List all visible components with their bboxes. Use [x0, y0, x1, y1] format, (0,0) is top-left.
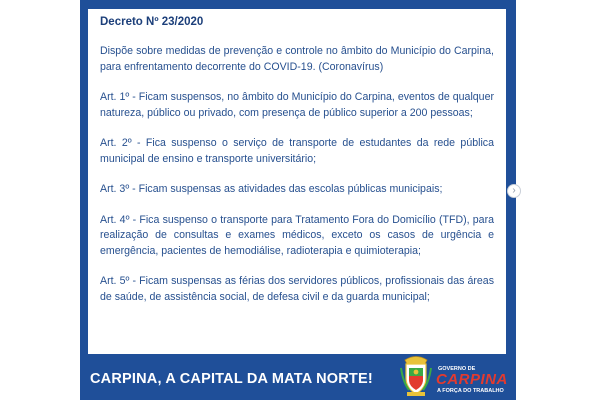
article-1: Art. 1º - Ficam suspensos, no âmbito do Município do Carpina, eventos de qualquer natureza, público ou privado, com presença de público superior a 200 pessoas;: [100, 91, 494, 119]
logo-main-text: CARPINA: [436, 371, 508, 388]
city-coat-of-arms-icon: [400, 354, 432, 398]
logo-small-text: GOVERNO DE: [438, 366, 476, 372]
government-logo: [400, 354, 512, 400]
decree-title: Decreto Nº 23/2020: [100, 16, 204, 28]
article-2: Art. 2º - Fica suspenso o serviço de transporte de estudantes da rede pública municipal de ensino e transporte universitário;: [100, 137, 494, 165]
article-5: Art. 5º - Ficam suspensas as férias dos servidores públicos, profissionais das áreas de saúde, de assistência social, de defesa civil e da guarda municipal;: [100, 275, 494, 303]
footer-slogan: CARPINA, A CAPITAL DA MATA NORTE!: [90, 371, 373, 387]
article-3: Art. 3º - Ficam suspensas as atividades das escolas públicas municipais;: [100, 183, 443, 195]
decree-preamble: Dispõe sobre medidas de prevenção e controle no âmbito do Município do Carpina, para enfrentamento decorrente do COVID-19. (Coronavírus): [100, 45, 494, 73]
chevron-right-icon[interactable]: ›: [507, 184, 521, 198]
logo-tagline: A FORÇA DO TRABALHO: [437, 388, 504, 394]
article-4: Art. 4º - Fica suspenso o transporte para Tratamento Fora do Domicílio (TFD), para realização de consultas e exames médicos, exceto os casos de urgência e emergência, pacientes de hemodiálise, radioterapia e quimioterapia;: [100, 213, 494, 257]
footer-bar: [80, 354, 516, 400]
decree-document: [88, 9, 506, 354]
